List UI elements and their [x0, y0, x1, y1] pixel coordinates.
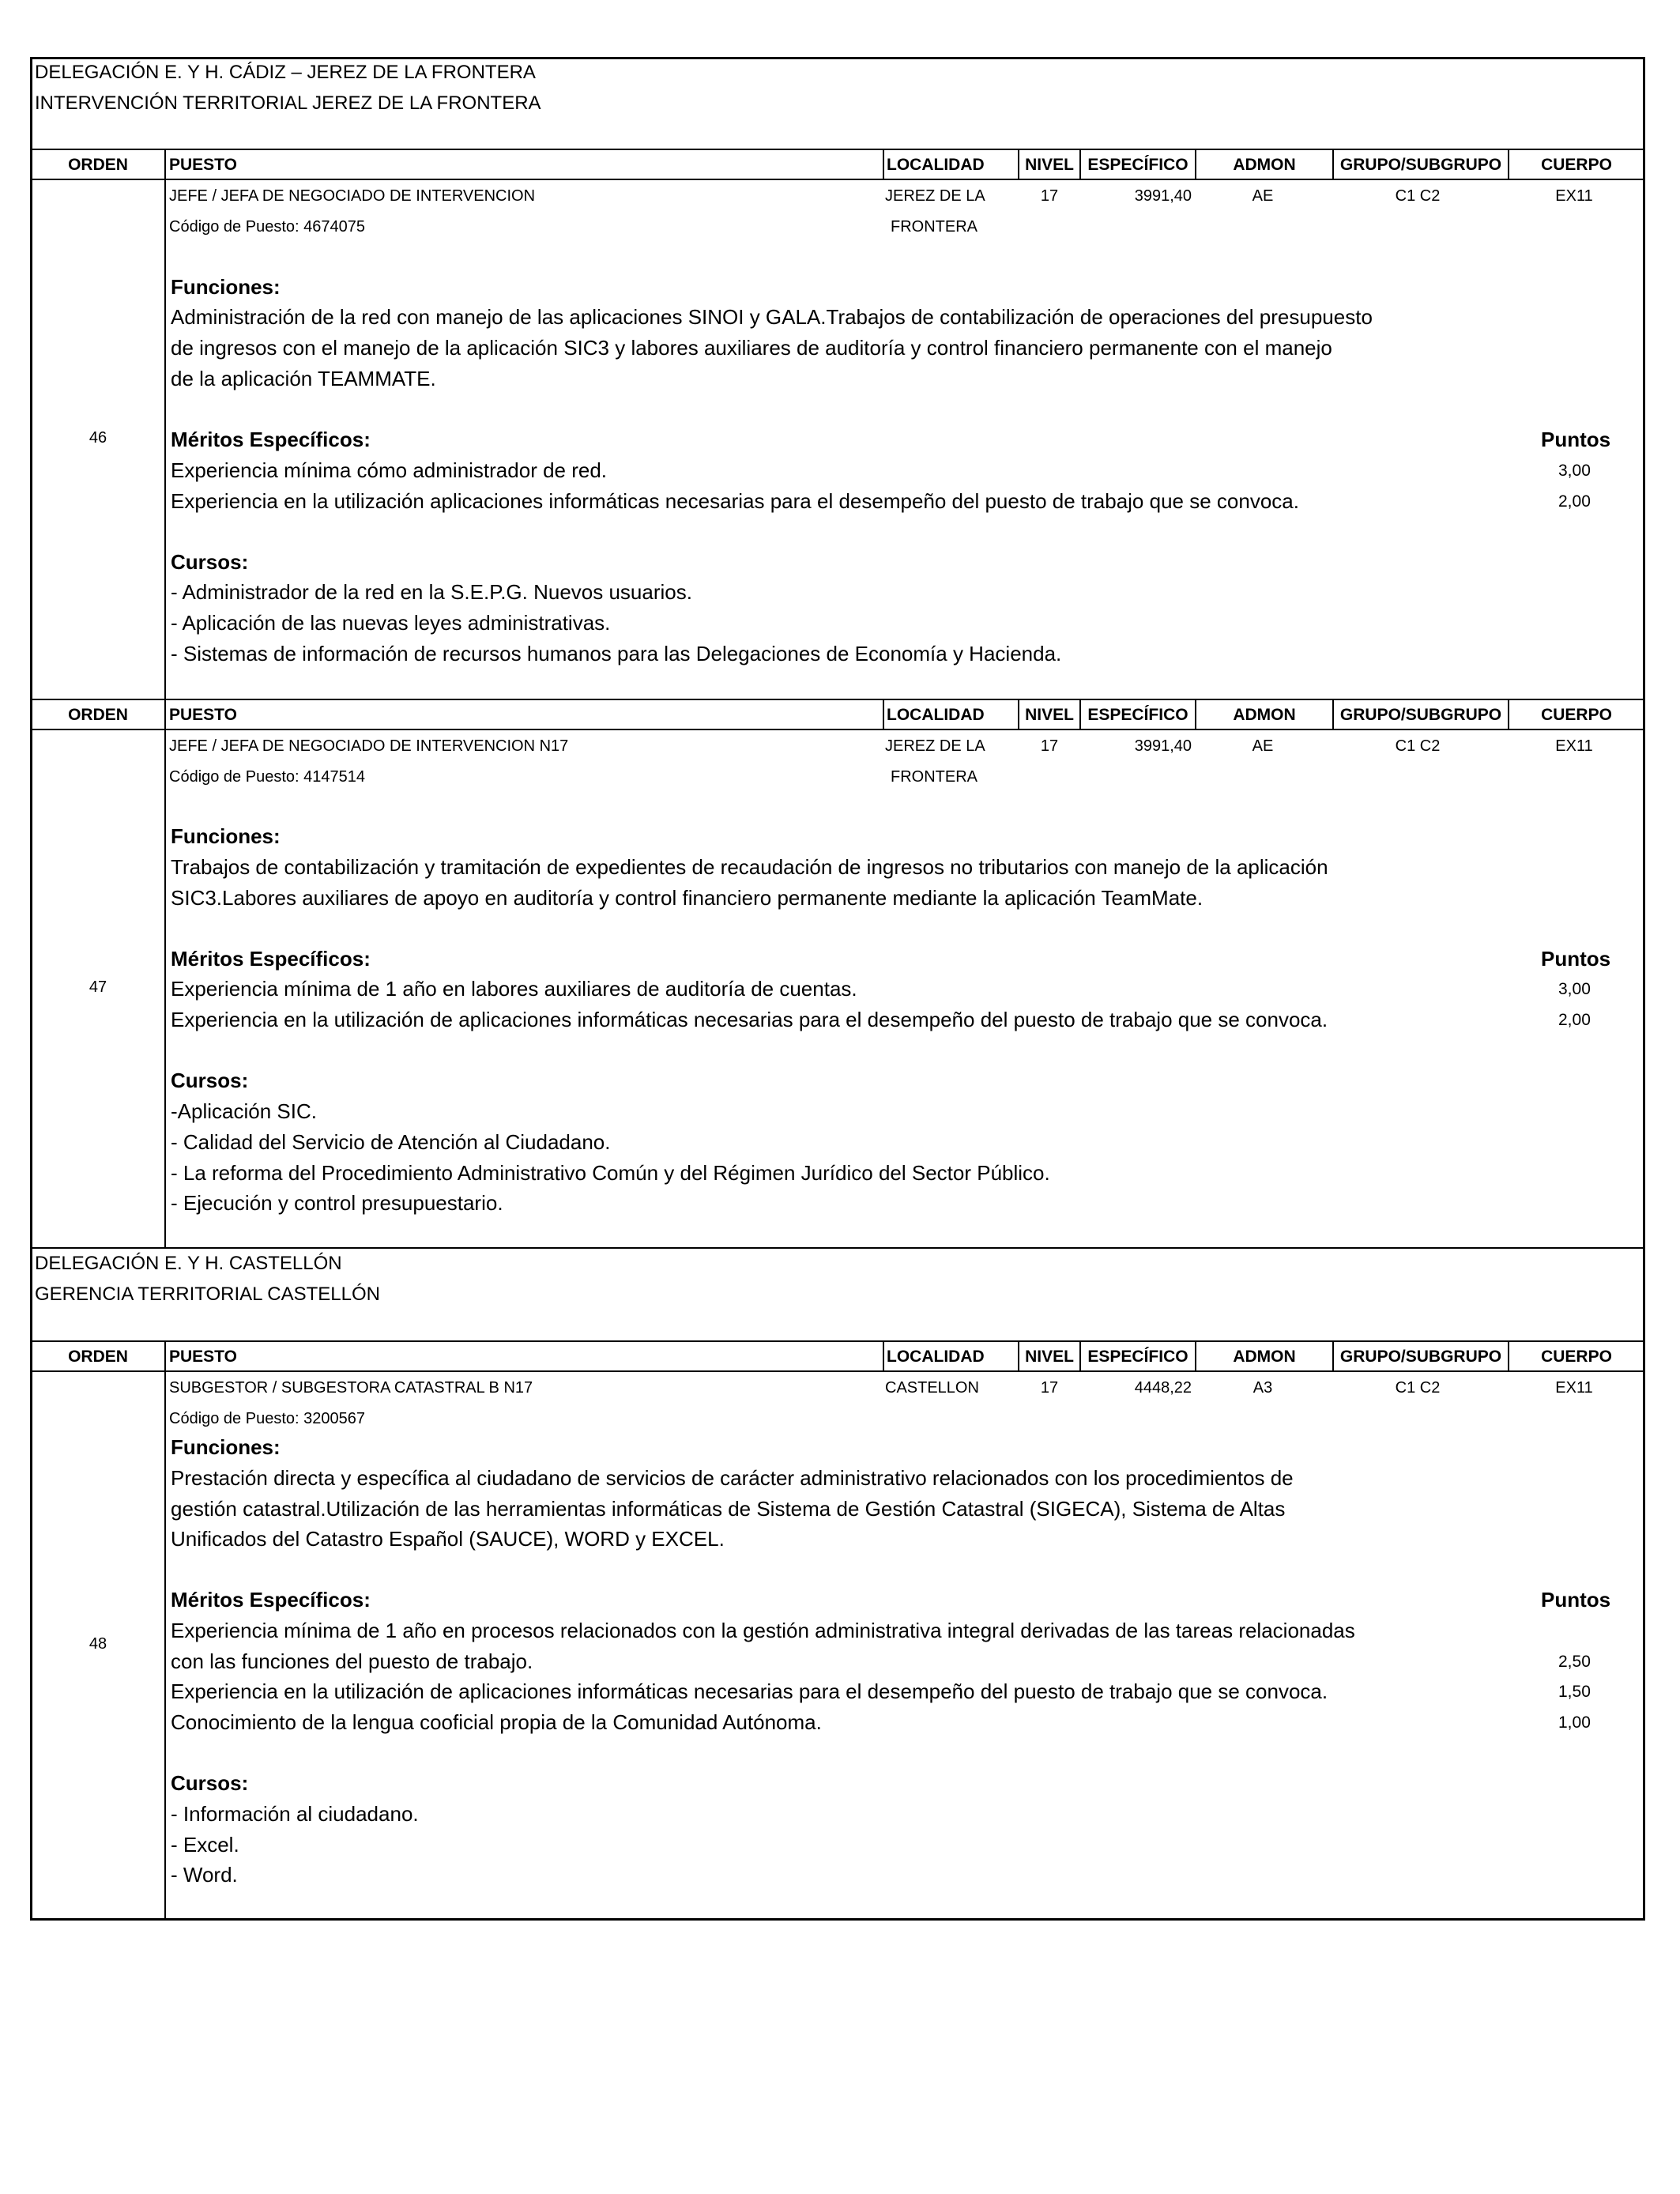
col-especifico-header: ESPECÍFICO	[1087, 706, 1188, 724]
meritos-label: Méritos Específicos:	[171, 1588, 371, 1612]
funciones-line: SIC3.Labores auxiliares de apoyo en auditoría y control financiero permanente mediante la aplicación TeamMate.	[171, 886, 1203, 910]
delegacion-title: DELEGACIÓN E. Y H. CÁDIZ – JEREZ DE LA FRONTERA	[35, 62, 536, 83]
col-grupo-header: GRUPO/SUBGRUPO	[1339, 1348, 1502, 1366]
merito-puntos: 3,00	[1558, 462, 1591, 480]
col-localidad-header: LOCALIDAD	[887, 156, 985, 174]
orden-number: 47	[89, 978, 107, 996]
puesto-name: SUBGESTOR / SUBGESTORA CATASTRAL B N17	[169, 1379, 533, 1397]
col-localidad-header: LOCALIDAD	[887, 706, 985, 724]
unidad-title: INTERVENCIÓN TERRITORIAL JEREZ DE LA FRONTERA	[35, 92, 541, 114]
localidad: JEREZ DE LA	[885, 187, 985, 205]
merito-text: con las funciones del puesto de trabajo.	[171, 1649, 533, 1673]
col-nivel-header: NIVEL	[1025, 156, 1074, 174]
col-orden-header: ORDEN	[68, 156, 128, 174]
cuerpo-value: EX11	[1555, 1379, 1593, 1397]
orden-number: 46	[89, 429, 107, 447]
merito-puntos: 2,00	[1558, 492, 1591, 511]
puntos-label: Puntos	[1541, 947, 1611, 971]
localidad-cont: FRONTERA	[891, 768, 977, 786]
localidad: CASTELLON	[885, 1379, 979, 1397]
meritos-label: Méritos Específicos:	[171, 947, 371, 971]
col-especifico-header: ESPECÍFICO	[1087, 1348, 1188, 1366]
merito-puntos: 1,00	[1558, 1713, 1591, 1732]
curso-item: - Sistemas de información de recursos humanos para las Delegaciones de Economía y Hacienda.	[171, 642, 1062, 665]
col-nivel-header: NIVEL	[1025, 706, 1074, 724]
nivel-value: 17	[1040, 737, 1059, 755]
localidad: JEREZ DE LA	[885, 737, 985, 755]
cursos-label: Cursos:	[171, 1069, 249, 1092]
meritos-label: Méritos Específicos:	[171, 428, 371, 451]
admon-value: AE	[1252, 737, 1274, 755]
curso-item: - Información al ciudadano.	[171, 1802, 419, 1826]
col-grupo-header: GRUPO/SUBGRUPO	[1339, 706, 1502, 724]
funciones-line: de la aplicación TEAMMATE.	[171, 367, 436, 390]
merito-puntos: 1,50	[1558, 1683, 1591, 1701]
merito-puntos: 2,00	[1558, 1011, 1591, 1029]
funciones-label: Funciones:	[171, 275, 281, 299]
funciones-label: Funciones:	[171, 1435, 281, 1459]
puesto-name: JEFE / JEFA DE NEGOCIADO DE INTERVENCION	[169, 187, 536, 205]
puntos-label: Puntos	[1541, 428, 1611, 451]
curso-item: - La reforma del Procedimiento Administrativo Común y del Régimen Jurídico del Sector Público.	[171, 1161, 1050, 1185]
col-cuerpo-header: CUERPO	[1541, 156, 1612, 174]
cursos-label: Cursos:	[171, 1771, 249, 1795]
orden-number: 48	[89, 1635, 107, 1653]
col-orden-header: ORDEN	[68, 706, 128, 724]
nivel-value: 17	[1040, 187, 1059, 205]
col-especifico-header: ESPECÍFICO	[1087, 156, 1188, 174]
puntos-label: Puntos	[1541, 1588, 1611, 1612]
funciones-line: Unificados del Catastro Español (SAUCE), WORD y EXCEL.	[171, 1527, 725, 1551]
merito-text: Experiencia mínima de 1 año en procesos relacionados con la gestión administrativa integral derivadas de las tareas relacionadas	[171, 1619, 1355, 1642]
unidad-title: GERENCIA TERRITORIAL CASTELLÓN	[35, 1284, 381, 1305]
funciones-line: Administración de la red con manejo de las aplicaciones SINOI y GALA.Trabajos de contabilización de operaciones del presupuesto	[171, 305, 1373, 329]
codigo-puesto: Código de Puesto: 4674075	[169, 218, 365, 236]
admon-value: AE	[1252, 187, 1274, 205]
col-puesto-header: PUESTO	[169, 156, 237, 174]
cuerpo-value: EX11	[1555, 737, 1593, 755]
curso-item: - Administrador de la red en la S.E.P.G. Nuevos usuarios.	[171, 580, 692, 604]
col-puesto-header: PUESTO	[169, 1348, 237, 1366]
curso-item: - Calidad del Servicio de Atención al Ciudadano.	[171, 1130, 611, 1154]
funciones-label: Funciones:	[171, 824, 281, 848]
especifico-value: 3991,40	[1134, 187, 1192, 205]
admon-value: A3	[1252, 1379, 1273, 1397]
puesto-name: JEFE / JEFA DE NEGOCIADO DE INTERVENCION N17	[169, 737, 569, 755]
merito-text: Experiencia en la utilización de aplicaciones informáticas necesarias para el desempeño del puesto de trabajo que se convoca.	[171, 1679, 1328, 1703]
curso-item: - Word.	[171, 1863, 238, 1887]
merito-text: Experiencia en la utilización aplicaciones informáticas necesarias para el desempeño del puesto de trabajo que se convoca.	[171, 489, 1299, 513]
especifico-value: 4448,22	[1134, 1379, 1192, 1397]
col-grupo-header: GRUPO/SUBGRUPO	[1339, 156, 1502, 174]
curso-item: - Aplicación de las nuevas leyes administrativas.	[171, 611, 611, 635]
grupo-value: C1 C2	[1395, 187, 1441, 205]
curso-item: - Ejecución y control presupuestario.	[171, 1191, 503, 1215]
grupo-value: C1 C2	[1395, 737, 1441, 755]
cursos-label: Cursos:	[171, 550, 249, 574]
grupo-value: C1 C2	[1395, 1379, 1441, 1397]
especifico-value: 3991,40	[1134, 737, 1192, 755]
col-admon-header: ADMON	[1233, 1348, 1296, 1366]
merito-text: Conocimiento de la lengua cooficial propia de la Comunidad Autónoma.	[171, 1710, 822, 1734]
nivel-value: 17	[1040, 1379, 1059, 1397]
col-localidad-header: LOCALIDAD	[887, 1348, 985, 1366]
col-puesto-header: PUESTO	[169, 706, 237, 724]
merito-text: Experiencia en la utilización de aplicaciones informáticas necesarias para el desempeño del puesto de trabajo que se convoca.	[171, 1008, 1328, 1031]
funciones-line: gestión catastral.Utilización de las herramientas informáticas de Sistema de Gestión Catastral (SIGECA), Sistema de Altas	[171, 1497, 1286, 1521]
funciones-line: de ingresos con el manejo de la aplicación SIC3 y labores auxiliares de auditoría y control financiero permanente con el manejo	[171, 336, 1332, 360]
codigo-puesto: Código de Puesto: 3200567	[169, 1410, 365, 1427]
localidad-cont: FRONTERA	[891, 218, 977, 236]
merito-text: Experiencia mínima cómo administrador de red.	[171, 458, 608, 482]
col-nivel-header: NIVEL	[1025, 1348, 1074, 1366]
funciones-line: Trabajos de contabilización y tramitación de expedientes de recaudación de ingresos no tributarios con manejo de la aplicación	[171, 855, 1328, 879]
col-orden-header: ORDEN	[68, 1348, 128, 1366]
col-admon-header: ADMON	[1233, 706, 1296, 724]
funciones-line: Prestación directa y específica al ciudadano de servicios de carácter administrativo relacionados con los procedimientos de	[171, 1466, 1294, 1490]
col-admon-header: ADMON	[1233, 156, 1296, 174]
merito-text: Experiencia mínima de 1 año en labores auxiliares de auditoría de cuentas.	[171, 977, 857, 1001]
curso-item: -Aplicación SIC.	[171, 1099, 317, 1123]
codigo-puesto: Código de Puesto: 4147514	[169, 768, 365, 786]
cuerpo-value: EX11	[1555, 187, 1593, 205]
merito-puntos: 2,50	[1558, 1653, 1591, 1671]
curso-item: - Excel.	[171, 1833, 239, 1857]
col-cuerpo-header: CUERPO	[1541, 1348, 1612, 1366]
col-cuerpo-header: CUERPO	[1541, 706, 1612, 724]
merito-puntos: 3,00	[1558, 980, 1591, 998]
delegacion-title: DELEGACIÓN E. Y H. CASTELLÓN	[35, 1253, 342, 1274]
